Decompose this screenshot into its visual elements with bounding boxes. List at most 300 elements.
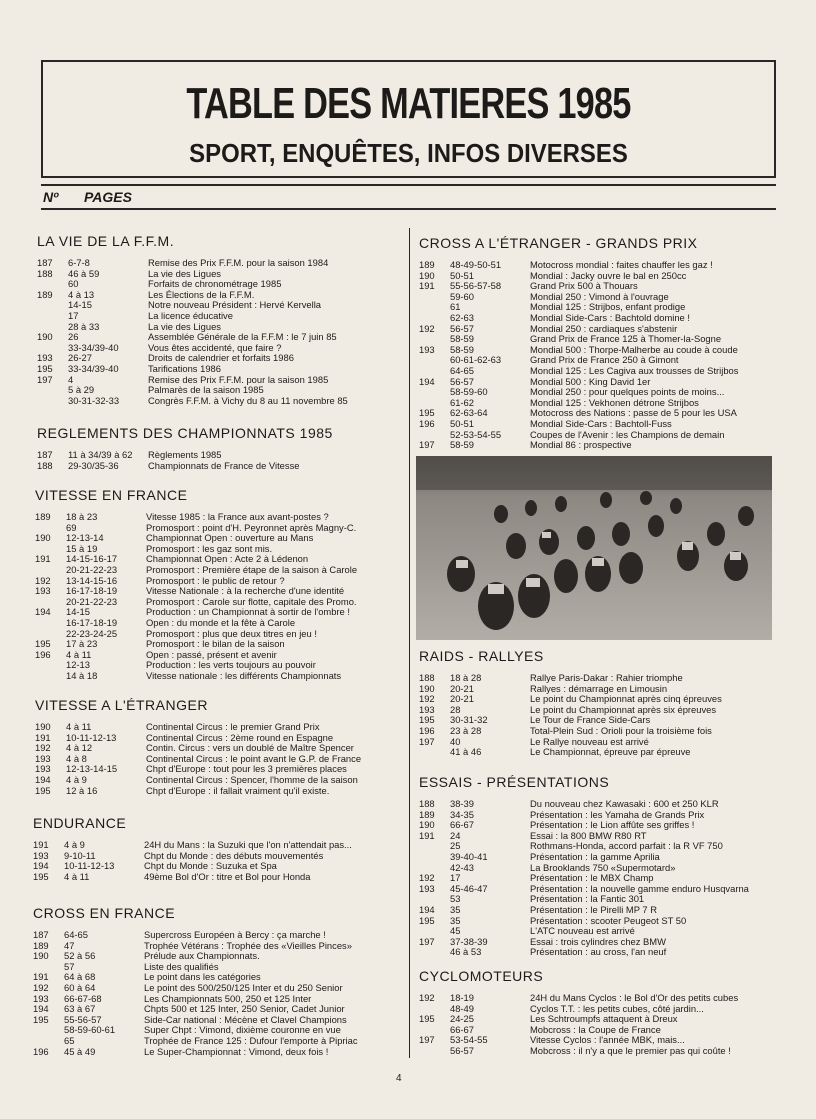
entry-description: Trophée Vétérans : Trophée des «Vieilles Pinces» [144,939,352,951]
page-range: 66-67 [450,1023,474,1035]
toc-entry [419,682,668,695]
toc-entry [35,669,342,682]
issue-number: 195 [419,1013,435,1025]
page-range: 60 [68,278,79,290]
toc-entry [33,870,311,883]
entry-description: Continental Circus : le premier Grand Prix [146,721,320,732]
issue-number: 195 [419,714,435,726]
entry-description: La vie des Ligues [148,320,221,332]
entry-description: Cyclos T.T. : les petits cubes, côté jardin... [530,1002,704,1014]
entry-description: Essai : trois cylindres chez BMW [530,935,666,947]
toc-entry [419,850,660,863]
toc-entry [35,784,330,797]
issue-number: 192 [419,693,435,705]
page-range: 37-38-39 [450,935,488,947]
toc-entry [419,364,739,377]
entry-description: Tarifications 1986 [148,362,221,374]
issue-number: 187 [33,929,49,940]
toc-entry [419,735,649,748]
page-range: 12-13-14-15 [66,763,118,775]
page-number: 4 [396,1073,402,1084]
entry-description: Promosport : les gaz sont mis. [146,542,273,554]
section-title: LA VIE DE LA F.F.M. [37,233,175,249]
column-header-pages: PAGES [84,189,132,205]
page-range: 16-17-18-19 [66,616,118,628]
issue-number: 193 [419,703,435,715]
issue-number: 192 [33,981,49,993]
entry-description: 24H du Mans : la Suzuki que l'on n'attendait pas... [144,839,352,850]
issue-number: 188 [419,798,435,809]
entry-description: Grand Prix de France 250 à Gimont [530,354,679,366]
page-range: 63 à 67 [64,1003,96,1015]
entry-description: Supercross Européen à Bercy : ça marche ! [144,929,326,940]
entry-description: Mobcross : la Coupe de France [530,1023,661,1035]
entry-description: Coupes de l'Avenir : les Champions de demain [530,428,725,440]
section-rows [419,672,722,758]
entry-description: Mondial 86 : prospective [530,439,632,451]
entry-description: Présentation : au cross, l'an neuf [530,946,667,958]
entry-description: Promosport : le bilan de la saison [146,638,285,650]
title-box [41,60,776,178]
page-range: 46 à 53 [450,946,482,958]
issue-number: 193 [33,992,49,1004]
issue-number: 188 [37,459,53,471]
toc-entry [35,773,358,786]
section-title: VITESSE A L'ÉTRANGER [35,697,208,713]
page-range: 20-21 [450,682,474,694]
page-range: 55-56-57 [64,1013,102,1025]
issue-number: 191 [33,971,49,983]
entry-description: Présentation : le Lion affûte ses griffes ! [530,819,695,831]
page-range: 33-34/39-40 [68,341,119,353]
page-range: 24-25 [450,1013,474,1025]
issue-number: 194 [33,1003,49,1015]
section-rows [35,721,362,796]
entry-description: Vitesse Cyclos : l'année MBK, mais... [530,1034,685,1046]
entry-description: Vitesse nationale : les différents Championnats [146,669,342,681]
entry-description: Mondial 125 : Vekhonen détrone Strijbos [530,396,699,408]
entry-description: Présentation : la Fantic 301 [530,893,645,905]
page-range: 58-59-60 [450,386,488,398]
entry-description: Contin. Circus : vers un doublé de Maître Spencer [146,742,354,754]
section-rows [35,511,358,682]
entry-description: Congrès F.F.M. à Vichy du 8 au 11 novembre 85 [148,394,348,406]
toc-entry [419,946,667,958]
entry-description: Vous êtes accidenté, que faire ? [148,341,282,353]
toc-entry [419,1044,731,1057]
page-range: 57 [64,960,75,972]
page-range: 35 [450,914,461,926]
page-range: 25 [450,840,461,852]
toc-entry [37,394,348,407]
toc-entry [419,672,683,684]
page-range: 10-11-12-13 [66,731,117,743]
entry-description: Les Élections de la F.F.M. [148,288,255,300]
toc-entry [33,1034,358,1047]
page-range: 66-67 [450,819,474,831]
page-range: 23 à 28 [450,724,482,736]
page-range: 5 à 29 [68,384,95,396]
entry-description: Le point du Championnat après six épreuves [530,703,717,715]
page-range: 4 à 8 [66,752,87,764]
entry-description: Les Schtroumpfs attaquent à Dreux [530,1013,678,1025]
page-range: 17 [450,872,461,884]
entry-description: Mondial Side-Cars : Bachtoll-Fuss [530,417,672,429]
page-range: 4 à 13 [68,288,95,300]
entry-description: Du nouveau chez Kawasaki : 600 et 250 KLR [530,798,719,809]
entry-description: Chpt du Monde : des débuts mouvementés [144,849,324,861]
entry-description: Open : passé, présent et avenir [146,648,277,660]
issue-number: 189 [37,288,53,300]
page-range: 12-13-14 [66,532,104,544]
issue-number: 191 [33,839,49,850]
issue-number: 197 [419,735,435,747]
entry-description: Présentation : les Yamaha de Grands Prix [530,808,705,820]
issue-number: 195 [37,362,53,374]
issue-number: 188 [37,267,53,279]
page-range: 45 à 49 [64,1045,96,1057]
entry-description: Mobcross : il n'y a que le premier pas qui coûte ! [530,1044,731,1056]
page-range: 16-17-18-19 [66,585,118,597]
issue-number: 197 [419,1034,435,1046]
page-range: 18 à 23 [66,511,98,522]
entry-description: Assemblée Générale de la F.F.M : le 7 juin 85 [148,331,337,343]
entry-description: Promosport : plus que deux titres en jeu ! [146,627,317,639]
toc-entry [33,981,343,994]
page-range: 64 à 68 [64,971,96,983]
issue-number: 190 [35,532,51,544]
entry-description: La vie des Ligues [148,267,221,279]
entry-description: Motocross mondial : faites chauffer les gaz ! [530,259,713,270]
motocross-photo-image [416,456,772,640]
issue-number: 190 [419,269,435,281]
page-range: 17 à 23 [66,638,98,650]
issue-number: 192 [419,992,435,1003]
entry-description: Le Tour de France Side-Cars [530,714,651,726]
toc-entry [33,929,326,941]
section-title: CYCLOMOTEURS [419,968,544,984]
entry-description: Mondial : Jacky ouvre le bal en 250cc [530,269,687,281]
entry-description: Mondial 500 : Thorpe-Malherbe au coude à coude [530,343,738,355]
issue-number: 196 [419,417,435,429]
issue-number: 194 [419,375,435,387]
entry-description: Présentation : la nouvelle gamme enduro Husqvarna [530,882,749,894]
entry-description: Continental Circus : le point avant le G.P. de France [146,752,362,764]
issue-number: 197 [37,373,53,385]
issue-number: 190 [35,721,51,732]
entry-description: Mondial 500 : King David 1er [530,375,651,387]
entry-description: Le Championnat, épreuve par épreuve [530,746,691,758]
entry-description: Open : du monde et la fête à Carole [146,616,296,628]
entry-description: Le Super-Championnat : Vimond, deux fois ! [144,1045,329,1057]
entry-description: Championnat Open : Acte 2 à Lédenon [146,553,309,565]
page-range: 18 à 28 [450,672,482,683]
page-range: 22-23-24-25 [66,627,118,639]
entry-description: Promosport : le public de retour ? [146,574,285,586]
page-range: 48-49-50-51 [450,259,502,270]
entry-description: Mondial 250 : pour quelques points de moins... [530,386,725,398]
page-range: 14-15 [66,606,90,618]
page-range: 46 à 59 [68,267,100,279]
entry-description: L'ATC nouveau est arrivé [530,925,635,937]
issue-number: 190 [33,950,49,962]
page-range: 60-61-62-63 [450,354,502,366]
page-range: 45 [450,925,461,937]
toc-entry [37,461,333,472]
issue-number: 191 [35,731,51,743]
page-range: 64-65 [450,364,474,376]
column-header [41,184,776,210]
entry-description: Chpt d'Europe : tout pour les 3 premières places [146,763,347,775]
section-title: ENDURANCE [33,815,127,831]
entry-description: Présentation : le Pirelli MP 7 R [530,903,657,915]
issue-number: 195 [33,870,49,882]
page-range: 4 à 12 [66,742,93,754]
entry-description: Notre nouveau Président : Hervé Kervella [148,299,322,311]
page-range: 45-46-47 [450,882,488,894]
column-header-no: Nº [43,189,59,205]
entry-description: Vitesse 1985 : la France aux avant-postes ? [146,511,329,522]
page-range: 14 à 18 [66,669,98,681]
entry-description: Chpt d'Europe : il fallait vraiment qu'il existe. [146,784,330,796]
page-range: 56-57 [450,375,474,387]
issue-number: 192 [419,872,435,884]
page-range: 4 à 11 [66,648,92,660]
entry-description: Remise des Prix F.F.M. pour la saison 1985 [148,373,329,385]
issue-number: 197 [419,439,435,451]
page-range: 9-10-11 [64,849,96,861]
page-range: 14-15-16-17 [66,553,118,565]
section-ffm [37,232,348,406]
page-range: 53-54-55 [450,1034,488,1046]
page-range: 20-21-22-23 [66,563,118,575]
issue-number: 189 [35,511,51,522]
entry-description: Liste des qualifiés [144,960,219,972]
section-essais [419,773,749,958]
toc-entry [35,616,296,629]
section-rows [33,929,358,1057]
issue-number: 196 [419,724,435,736]
page-range: 47 [64,939,75,951]
toc-entry [35,511,329,523]
section-title: RAIDS - RALLYES [419,648,544,664]
entry-description: Règlements 1985 [148,449,222,460]
page-range: 41 à 46 [450,746,482,758]
issue-number: 190 [37,331,53,343]
entry-description: Présentation : scooter Peugeot ST 50 [530,914,687,926]
section-cross-france [33,904,358,1057]
entry-description: Production : un Championnat à sortir de l'ombre ! [146,606,350,618]
page-range: 28 à 33 [68,320,100,332]
page-range: 15 à 19 [66,542,98,554]
issue-number: 189 [419,808,435,820]
section-rows [419,798,749,958]
toc-entry [419,440,698,451]
issue-number: 190 [419,682,435,694]
page-range: 26-27 [68,352,92,364]
page-range: 4 à 9 [64,839,85,850]
section-reglements [37,424,333,471]
page-range: 66-67-68 [64,992,102,1004]
entry-description: Side-Car national : Mécène et Clavel Champions [144,1013,347,1025]
entry-description: Promosport : Carole sur flotte, capitale des Promo. [146,595,357,607]
issue-number: 195 [35,784,51,796]
section-title: ESSAIS - PRÉSENTATIONS [419,774,610,790]
issue-number: 193 [419,882,435,894]
entry-description: Chpt du Monde : Suzuka et Spa [144,860,277,872]
issue-number: 188 [419,672,435,683]
toc-entry [33,1045,329,1058]
entry-description: Mondial 125 : Les Cagiva aux trousses de Strijbos [530,364,739,376]
page-range: 30-31-32 [450,714,488,726]
page-range: 69 [66,521,77,533]
page-range: 38-39 [450,798,474,809]
toc-entry [37,362,221,375]
entry-description: Mondial Side-Cars : Bachtold domine ! [530,311,690,323]
section-rows [33,839,352,882]
page-range: 62-63 [450,311,474,323]
section-cross-etranger [419,234,739,451]
issue-number: 196 [35,648,51,660]
section-rows [419,992,739,1057]
entry-description: Les Championnats 500, 250 et 125 Inter [144,992,312,1004]
entry-description: Mondial 250 : Vimond à l'ouvrage [530,290,669,302]
page-range: 42-43 [450,861,474,873]
section-rows [419,259,739,451]
issue-number: 193 [35,752,51,764]
entry-description: Motocross des Nations : passe de 5 pour les USA [530,407,737,419]
issue-number: 195 [419,407,435,419]
entry-description: 24H du Mans Cyclos : le Bol d'Or des petits cubes [530,992,739,1003]
toc-entry [37,309,233,322]
page-range: 17 [68,309,79,321]
page-range: 12 à 16 [66,784,98,796]
issue-number: 191 [419,829,435,841]
page-range: 4 à 9 [66,773,87,785]
entry-description: Rallyes : démarrage en Limousin [530,682,668,694]
page-title: TABLE DES MATIERES 1985 [186,79,631,128]
issue-number: 191 [35,553,51,565]
entry-description: Continental Circus : Spencer, l'homme de la saison [146,773,358,785]
toc-entry [419,903,657,916]
page-subtitle: SPORT, ENQUÊTES, INFOS DIVERSES [189,138,628,168]
toc-entry [419,724,712,737]
issue-number: 192 [35,742,51,754]
page-range: 12-13 [66,659,90,671]
entry-description: Grand Prix de France 125 à Thomer-la-Sogne [530,333,722,345]
page-range: 56-57 [450,1044,474,1056]
page-range: 40 [450,735,461,747]
toc-entry [419,714,651,726]
issue-number: 190 [419,819,435,831]
issue-number: 191 [419,280,435,292]
page-range: 53 [450,893,461,905]
section-vitesse-france [35,486,358,682]
entry-description: La Brooklands 750 «Supermotard» [530,861,676,873]
page-range: 20-21 [450,693,474,705]
entry-description: Le point des 500/250/125 Inter et du 250 Senior [144,981,343,993]
issue-number: 192 [419,322,435,334]
issue-number: 197 [419,935,435,947]
section-title: CROSS EN FRANCE [33,905,176,921]
page-range: 11 à 34/39 à 62 [68,449,133,460]
page-range: 58-59 [450,343,474,355]
issue-number: 193 [419,343,435,355]
entry-description: Le point dans les catégories [144,971,261,983]
toc-entry [37,450,333,461]
page-range: 39-40-41 [450,850,488,862]
entry-description: Championnats de France de Vitesse [148,459,300,471]
section-title: VITESSE EN FRANCE [35,487,188,503]
toc-entry [419,1002,704,1015]
entry-description: Championnat Open : ouverture au Mans [146,532,314,544]
entry-description: Promosport : Première étape de la saison à Carole [146,563,358,575]
page-range: 35 [450,903,461,915]
section-cyclo [419,967,739,1057]
section-endurance [33,814,352,882]
entry-description: Mondial 125 : Strijbos, enfant prodige [530,301,686,313]
page-range: 52 à 56 [64,950,96,962]
issue-number: 193 [33,849,49,861]
entry-description: Droits de calendrier et forfaits 1986 [148,352,294,364]
column-divider [409,228,410,1058]
entry-description: Rothmans-Honda, accord parfait : la R VF 750 [530,840,723,852]
section-rows [37,450,333,471]
entry-description: La licence éducative [148,309,233,321]
toc-entry [37,257,329,269]
entry-description: Vitesse Nationale : à la recherche d'une identité [146,585,345,597]
entry-description: Présentation : le MBX Champ [530,872,654,884]
entry-description: Essai : la 800 BMW R80 RT [530,829,647,841]
entry-description: Présentation : la gamme Aprilia [530,850,660,862]
page-range: 33-34/39-40 [68,362,119,374]
issue-number: 195 [35,638,51,650]
issue-number: 189 [33,939,49,951]
issue-number: 194 [35,606,51,618]
page-range: 65 [64,1034,75,1046]
issue-number: 196 [33,1045,49,1057]
page-range: 30-31-32-33 [68,394,120,406]
section-rows [37,257,348,406]
issue-number: 193 [37,352,53,364]
entry-description: Chpts 500 et 125 Inter, 250 Senior, Cadet Junior [144,1003,345,1015]
page-range: 20-21-22-23 [66,595,118,607]
issue-number: 195 [419,914,435,926]
page-range: 50-51 [450,269,474,281]
page-range: 60 à 64 [64,981,96,993]
toc-entry [419,1013,678,1025]
page-range: 28 [450,703,461,715]
entry-description: Forfaits de chronométrage 1985 [148,278,282,290]
section-title: REGLEMENTS DES CHAMPIONNATS 1985 [37,425,333,441]
entry-description: Total-Plein Sud : Orioli pour la troisième fois [530,724,712,736]
entry-description: 49ème Bol d'Or : titre et Bol pour Honda [144,870,311,882]
page-range: 62-63-64 [450,407,488,419]
motocross-photo [416,456,772,640]
page-range: 55-56-57-58 [450,280,502,292]
page-range: 58-59 [450,439,474,451]
issue-number: 187 [37,257,53,268]
issue-number: 193 [35,763,51,775]
toc-entry [33,839,352,851]
toc-entry [419,313,698,324]
issue-number: 194 [33,860,49,872]
section-title: CROSS A L'ÉTRANGER - GRANDS PRIX [419,235,698,251]
page-range: 18-19 [450,992,474,1003]
toc-entry [419,693,722,705]
entry-description: Super Chpt : Vimond, dixième couronne en vue [144,1024,341,1036]
entry-description: Grand Prix 500 à Thouars [530,280,638,292]
